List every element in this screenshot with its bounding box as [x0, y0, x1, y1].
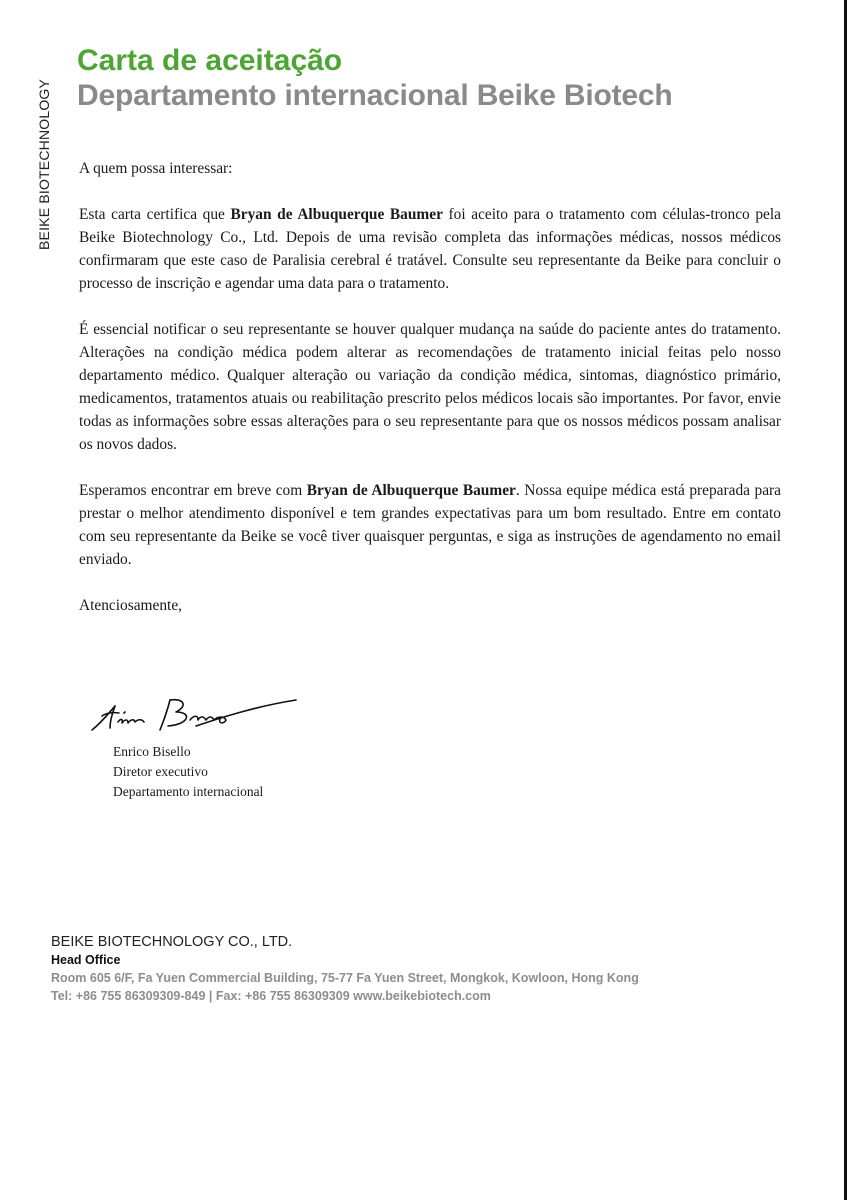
paragraph-expectation-lead: Esperamos encontrar em breve com [79, 482, 307, 499]
patient-name: Bryan de Albuquerque Baumer [230, 206, 443, 223]
closing-line: Atenciosamente, [79, 597, 182, 614]
footer-contact: Tel: +86 755 86309309-849 | Fax: +86 755 86309309 www.beikebiotech.com [51, 989, 491, 1003]
page-edge-divider [844, 0, 847, 1200]
company-footer [51, 933, 639, 1005]
paragraph-acceptance [79, 203, 781, 295]
paragraph-notification: É essencial notificar o seu representante se houver qualquer mudança na saúde do paciente antes do tratamento. Alterações na condição médica podem alterar as recomendações de tratamento inicial feitas pelo nosso departamento médico. Qualquer alteração ou variação da condição médica, sintomas, diagnóstico primário, medicamentos, tratamentos atuais ou reabilitação prescrito pelos médicos locais são importantes. Por favor, envie todas as informações sobre essas alterações para o seu representante para que os nossos médicos possam analisar os novos dados. [79, 321, 781, 453]
paragraph-expectation-rest: . Nossa equipe médica está preparada para prestar o melhor atendimento disponível e tem grandes expectativas para um bom resultado. Entre em contato com seu representante da Beike se você tiver quaisquer perguntas, e siga as instruções de agendamento no email enviado. [79, 482, 781, 568]
signer-role: Diretor executivo [113, 764, 208, 779]
handwritten-signature [88, 692, 300, 736]
footer-company-name: BEIKE BIOTECHNOLOGY CO., LTD. [51, 934, 293, 950]
paragraph-acceptance-lead: Esta carta certifica que [79, 206, 231, 223]
footer-address: Room 605 6/F, Fa Yuen Commercial Building, 75-77 Fa Yuen Street, Mongkok, Kowloon, Hong Kong [51, 971, 639, 985]
footer-office-label: Head Office [51, 953, 121, 967]
signer-department: Departamento internacional [113, 784, 264, 799]
letter-title: Carta de aceitação [77, 44, 343, 77]
paragraph-acceptance-rest: foi aceito para o tratamento com células-tronco pela Beike Biotechnology Co., Ltd. Depois de uma revisão completa das informações médicas, nossos médicos confirmaram que este caso de Paralisia cerebral é tratável. Consulte seu representante da Beike para concluir o processo de inscrição e agendar uma data para o tratamento. [79, 206, 781, 292]
letter-subtitle: Departamento internacional Beike Biotech [77, 79, 673, 112]
vertical-brand-label: BEIKE BIOTECHNOLOGY [36, 78, 52, 250]
signer-name: Enrico Bisello [113, 744, 191, 759]
patient-name-repeat: Bryan de Albuquerque Baumer [306, 482, 516, 499]
salutation: A quem possa interessar: [79, 160, 233, 177]
paragraph-expectation [79, 479, 781, 571]
letter-body [79, 157, 781, 617]
signer-block [113, 742, 263, 802]
